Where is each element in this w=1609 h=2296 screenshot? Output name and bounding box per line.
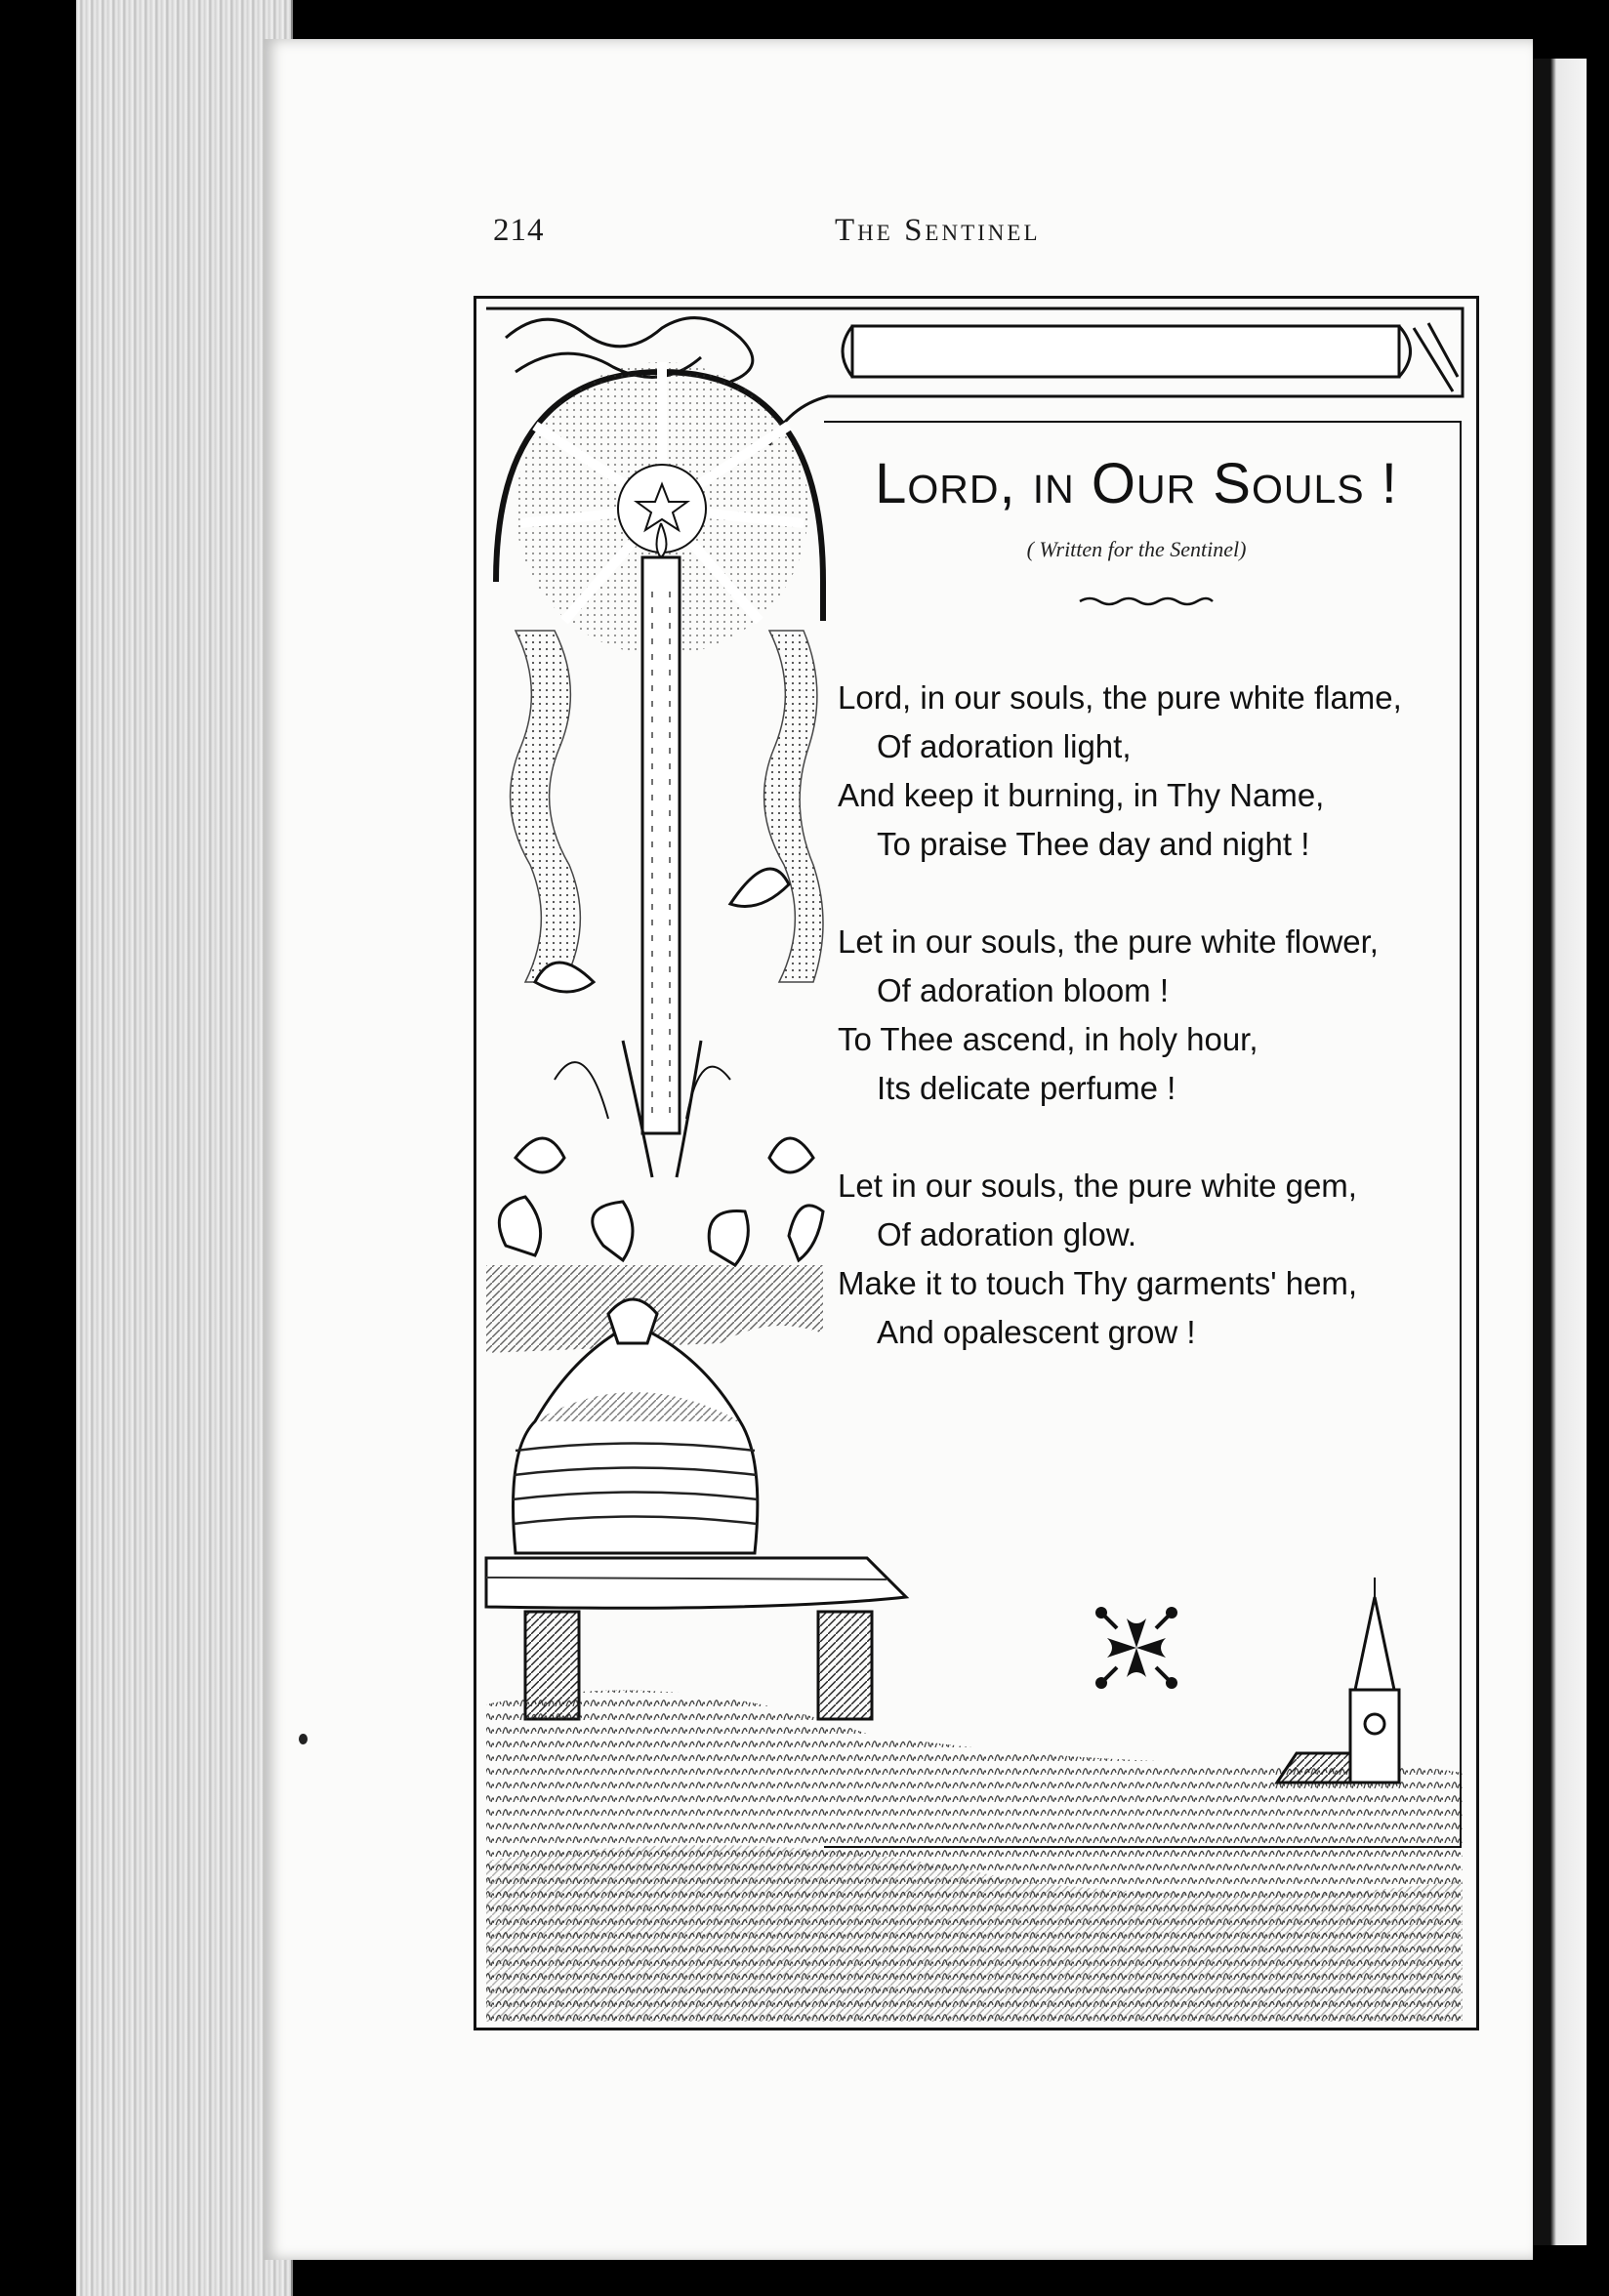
facing-page-edge [1533,59,1587,2245]
title-swash-ornament [1078,594,1215,609]
poem-line: To praise Thee day and night ! [877,826,1310,862]
poem-line: Of adoration bloom ! [877,972,1169,1008]
poem-title: Lord, in Our Souls ! [875,452,1398,515]
journal-title: The Sentinel [835,213,1041,248]
poem-line: Make it to touch Thy garments' hem, [838,1265,1358,1301]
candle [642,523,680,1133]
poem-line: Of adoration light, [877,728,1132,764]
poem-stanza [838,1162,1463,1357]
poem-stanza [838,918,1463,1113]
book-page-edges [76,0,293,2296]
poem-panel [824,422,1465,1847]
poem-line: And keep it burning, in Thy Name, [838,777,1325,813]
floral-cross-ornament-icon [1088,1599,1185,1697]
poem-line: Lord, in our souls, the pure white flame, [838,679,1402,716]
poem-line: Its delicate perfume ! [877,1070,1176,1106]
poem-stanza [838,674,1463,869]
poem-line: Of adoration glow. [877,1216,1136,1252]
poem-line: Let in our souls, the pure white flower, [838,923,1379,960]
page-number: 214 [493,213,545,248]
poem-line: Let in our souls, the pure white gem, [838,1168,1357,1204]
illustrated-frame [474,296,1479,2030]
margin-speck [299,1734,308,1744]
poem-line: To Thee ascend, in holy hour, [838,1021,1258,1057]
poem-line: And opalescent grow ! [877,1314,1196,1350]
poem-body [838,674,1463,1406]
poem-subtitle: ( Written for the Sentinel) [1026,537,1247,561]
